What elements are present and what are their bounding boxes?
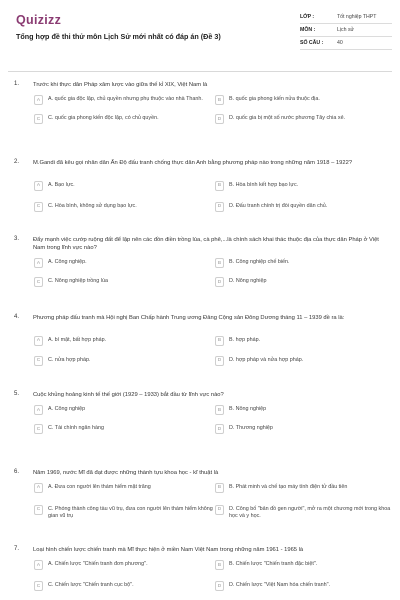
meta-key: MÔN : bbox=[300, 27, 316, 33]
option-text: C. nửa hợp pháp. bbox=[48, 356, 91, 363]
answer-option-a[interactable] bbox=[34, 405, 214, 415]
meta-value: Tốt nghiệp THPT bbox=[337, 14, 377, 20]
option-text: A. Công nghiệp. bbox=[48, 259, 87, 265]
option-text: A. Công nghiệp bbox=[48, 406, 86, 412]
answer-option-d[interactable] bbox=[215, 202, 395, 212]
option-letter-box: A bbox=[34, 181, 43, 191]
option-text: D. quốc gia bị một số nước phương Tây chia xẻ. bbox=[229, 115, 346, 121]
answer-option-b[interactable] bbox=[215, 560, 395, 570]
option-text: D. Nông nghiệp bbox=[229, 278, 267, 284]
answer-option-b[interactable] bbox=[215, 258, 395, 268]
option-text: B. Công nghiệp chế biến. bbox=[229, 259, 290, 265]
meta-key: LỚP : bbox=[300, 14, 315, 20]
question-number: 2. bbox=[14, 158, 20, 165]
question-text: M.Gandi đã kêu gọi nhân dân Ấn Độ đấu tranh chống thực dân Anh bằng phương pháp nào trong những năm 1918 – 1922? bbox=[33, 159, 353, 166]
option-letter-box: B bbox=[215, 95, 224, 105]
answer-option-d[interactable] bbox=[215, 505, 395, 521]
answer-option-d[interactable] bbox=[215, 356, 395, 366]
question-item bbox=[0, 233, 400, 311]
question-number: 6. bbox=[14, 468, 20, 475]
question-number: 7. bbox=[14, 546, 20, 552]
option-text: D. hợp pháp và nửa hợp pháp. bbox=[229, 356, 304, 363]
answer-option-c[interactable] bbox=[34, 114, 214, 124]
option-letter-box: B bbox=[215, 405, 224, 415]
option-letter-box: C bbox=[34, 424, 43, 434]
option-letter-box: B bbox=[215, 181, 224, 191]
question-number: 3. bbox=[14, 236, 20, 242]
answer-option-a[interactable] bbox=[34, 181, 214, 191]
document-title: Tổng hợp đề thi thử môn Lịch Sử mới nhất có đáp án (Đề 3) bbox=[16, 32, 221, 41]
meta-key: SỐ CÂU : bbox=[300, 40, 324, 46]
answer-option-b[interactable] bbox=[215, 336, 395, 346]
answer-option-c[interactable] bbox=[34, 581, 214, 591]
option-text: D. Đấu tranh chính trị đòi quyền dân chủ. bbox=[229, 202, 328, 209]
question-text: Cuộc khủng hoảng kinh tế thế giới (1929 – 1933) bắt đầu từ lĩnh vực nào? bbox=[33, 392, 224, 398]
question-text: Năm 1969, nước Mĩ đã đạt được những thành tựu khoa học - kĩ thuật là bbox=[33, 469, 219, 476]
question-item bbox=[0, 156, 400, 234]
option-text: C. Hòa bình, không sử dụng bạo lực. bbox=[48, 202, 137, 209]
question-text: Đẩy mạnh việc cướp ruộng đất để lập nên các đồn điền trồng lúa, cà phê,...là chính sách khai thác thuộc địa của thực dân Pháp ở Việt Nam trong lĩnh vực nào? bbox=[33, 237, 379, 252]
answer-option-c[interactable] bbox=[34, 356, 214, 366]
meta-value: 40 bbox=[337, 40, 343, 46]
answer-option-b[interactable] bbox=[215, 483, 395, 493]
question-item bbox=[0, 311, 400, 389]
option-letter-box: D bbox=[215, 356, 224, 366]
meta-row-class bbox=[300, 11, 392, 24]
option-letter-box: C bbox=[34, 356, 43, 366]
option-text: B. Nông nghiệp bbox=[229, 406, 267, 412]
header-divider bbox=[8, 71, 392, 72]
option-letter-box: D bbox=[215, 114, 224, 124]
answer-option-b[interactable] bbox=[215, 405, 395, 415]
question-text: Loại hình chiến lược chiến tranh mà Mĩ thực hiện ở miền Nam Việt Nam trong những năm 1961 - 1965 là bbox=[33, 547, 304, 553]
option-letter-box: B bbox=[215, 336, 224, 346]
option-text: A. Đưa con người lên thám hiểm mặt trăng bbox=[48, 483, 151, 490]
option-letter-box: A bbox=[34, 483, 43, 493]
option-text: B. hợp pháp. bbox=[229, 336, 261, 343]
option-text: A. Chiến lược "Chiến tranh đơn phương". bbox=[48, 561, 148, 567]
option-text: D. Thương nghiệp bbox=[229, 425, 273, 431]
answer-option-c[interactable] bbox=[34, 505, 214, 521]
option-letter-box: A bbox=[34, 405, 43, 415]
option-text: A. Bạo lực. bbox=[48, 181, 75, 188]
answer-option-a[interactable] bbox=[34, 258, 214, 268]
quizizz-logo[interactable]: Quizizz bbox=[16, 13, 62, 27]
question-item bbox=[0, 78, 400, 156]
question-number: 4. bbox=[14, 313, 20, 320]
option-text: B. Chiến lược "Chiến tranh đặc biệt". bbox=[229, 561, 318, 567]
answer-option-d[interactable] bbox=[215, 114, 395, 124]
option-text: C. Tài chính ngân hàng bbox=[48, 425, 104, 431]
option-letter-box: D bbox=[215, 424, 224, 434]
option-letter-box: B bbox=[215, 258, 224, 268]
option-letter-box: C bbox=[34, 505, 43, 515]
option-text: C. Phóng thành công tàu vũ trụ, đưa con người lên thám hiểm không gian vũ trụ bbox=[48, 505, 213, 519]
option-text: B. quốc gia phong kiến nửa thuộc địa. bbox=[229, 96, 320, 102]
option-text: A. bí mật, bất hợp pháp. bbox=[48, 336, 107, 343]
answer-option-c[interactable] bbox=[34, 277, 214, 287]
answer-option-a[interactable] bbox=[34, 95, 214, 105]
option-letter-box: C bbox=[34, 202, 43, 212]
question-text: Phương pháp đấu tranh mà Hội nghị Ban Chấp hành Trung ương Đảng Cộng sản Đông Dương tháng 11 – 1939 đề ra là: bbox=[33, 314, 345, 321]
answer-option-d[interactable] bbox=[215, 277, 395, 287]
answer-option-c[interactable] bbox=[34, 424, 214, 434]
option-letter-box: D bbox=[215, 277, 224, 287]
meta-row-subject bbox=[300, 24, 392, 37]
option-text: D. Chiến lược "Việt Nam hóa chiến tranh". bbox=[229, 582, 331, 588]
meta-table bbox=[300, 11, 392, 50]
meta-value: Lịch sử bbox=[337, 27, 355, 33]
option-text: C. quốc gia phong kiến độc lập, có chủ quyền. bbox=[48, 115, 159, 121]
option-letter-box: A bbox=[34, 336, 43, 346]
question-text: Trước khi thực dân Pháp xâm lược vào giữa thế kỉ XIX, Việt Nam là bbox=[33, 82, 208, 88]
answer-option-a[interactable] bbox=[34, 336, 214, 346]
option-letter-box: D bbox=[215, 581, 224, 591]
question-item bbox=[0, 543, 400, 600]
question-item bbox=[0, 388, 400, 466]
option-text: B. Hòa bình kết hợp bạo lực. bbox=[229, 181, 299, 188]
option-letter-box: A bbox=[34, 95, 43, 105]
answer-option-a[interactable] bbox=[34, 560, 214, 570]
option-letter-box: B bbox=[215, 483, 224, 493]
option-text: C. Chiến lược "Chiến tranh cục bộ". bbox=[48, 582, 134, 588]
option-letter-box: A bbox=[34, 258, 43, 268]
answer-option-c[interactable] bbox=[34, 202, 214, 212]
option-text: C. Nông nghiệp trồng lúa bbox=[48, 278, 108, 284]
question-number: 1. bbox=[14, 81, 20, 87]
option-letter-box: A bbox=[34, 560, 43, 570]
answer-option-d[interactable] bbox=[215, 424, 395, 434]
answer-option-b[interactable] bbox=[215, 181, 395, 191]
answer-option-a[interactable] bbox=[34, 483, 214, 493]
option-text: B. Phát minh và chế tạo máy tính điện tử đầu tiên bbox=[229, 483, 348, 490]
question-number: 5. bbox=[14, 391, 20, 397]
question-list bbox=[0, 78, 400, 600]
option-text: A. quốc gia độc lập, chủ quyền nhưng phụ thuộc vào nhà Thanh. bbox=[48, 96, 203, 102]
option-letter-box: C bbox=[34, 277, 43, 287]
option-letter-box: B bbox=[215, 560, 224, 570]
meta-row-count bbox=[300, 37, 392, 50]
option-letter-box: D bbox=[215, 505, 224, 515]
option-letter-box: C bbox=[34, 114, 43, 124]
option-text: D. Công bố "bản đồ gen người", mở ra một chương mới trong khoa học và y học. bbox=[229, 505, 391, 519]
option-letter-box: D bbox=[215, 202, 224, 212]
question-item bbox=[0, 466, 400, 544]
answer-option-b[interactable] bbox=[215, 95, 395, 105]
option-letter-box: C bbox=[34, 581, 43, 591]
page-header bbox=[0, 0, 400, 62]
answer-option-d[interactable] bbox=[215, 581, 395, 591]
